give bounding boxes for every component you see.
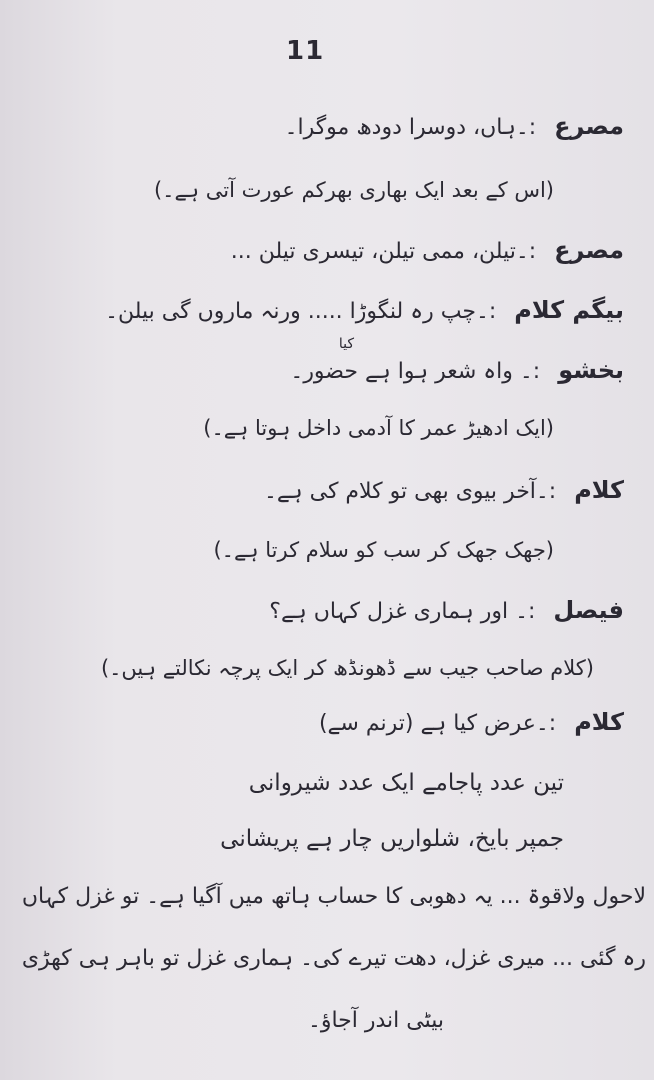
verse-text: جمپر بایخ، شلواریں چار ہے پریشانی: [220, 826, 564, 852]
dialogue-line-5: [264, 476, 624, 505]
stage-direction-1: [154, 178, 554, 203]
prose-line-2: [22, 946, 646, 972]
dialogue-line-4: [290, 356, 624, 385]
speaker-name: فیصل: [553, 596, 624, 624]
prose-line-3: [308, 1008, 444, 1034]
speaker-name: بیگم کلام: [514, 296, 624, 324]
verse-line-2: [220, 826, 564, 854]
stage-direction-text: (اس کے بعد ایک بھاری بھرکم عورت آتی ہے۔): [153, 178, 554, 202]
dialogue-text: :۔تیلن، ممی تیلن، تیسری تیلن ...: [230, 239, 537, 264]
dialogue-text: :۔چپ رہ لنگوڑا ..... ورنہ ماروں گی بیلن۔: [105, 299, 497, 324]
speaker-name: مصرع: [554, 112, 624, 140]
dialogue-line-2: [231, 236, 624, 265]
superscript-word: کیا: [338, 336, 354, 352]
prose-text: لاحول ولاقوۃ ... یہ دھوبی کا حساب ہاتھ میں آگیا ہے۔ تو غزل کہاں: [21, 884, 646, 909]
verse-text: تین عدد پاجامے ایک عدد شیروانی: [248, 770, 564, 796]
speaker-name: مصرع: [554, 236, 624, 264]
stage-direction-4: [101, 656, 594, 681]
dialogue-line-7: [319, 708, 624, 737]
speaker-name: بخشو: [558, 356, 624, 384]
verse-line-1: [249, 770, 564, 798]
dialogue-line-6: [269, 596, 624, 625]
dialogue-line-1: [285, 112, 624, 141]
stage-direction-3: [213, 538, 554, 563]
dialogue-text: :۔آخر بیوی بھی تو کلام کی ہے۔: [263, 479, 557, 504]
stage-direction-text: (کلام صاحب جیب سے ڈھونڈھ کر ایک پرچہ نکالتے ہیں۔): [100, 656, 594, 680]
stage-direction-2: [203, 416, 554, 441]
prose-text: بیٹی اندر آجاؤ۔: [307, 1008, 444, 1033]
prose-text: رہ گئی ... میری غزل، دھت تیرے کی۔ ہماری غزل تو باہر ہی کھڑی: [21, 946, 646, 971]
stage-direction-text: (جھک جھک کر سب کو سلام کرتا ہے۔): [213, 538, 554, 562]
stage-direction-text: (ایک ادھیڑ عمر کا آدمی داخل ہوتا ہے۔): [203, 416, 554, 440]
dialogue-line-3: [105, 296, 624, 325]
prose-line-1: [22, 884, 646, 910]
dialogue-text: :۔ہاں، دوسرا دودھ موگرا۔: [284, 115, 537, 140]
speaker-name: کلام: [574, 708, 624, 736]
dialogue-text: :۔ واہ شعر ہوا ہے حضور۔: [290, 359, 541, 384]
speaker-name: کلام: [574, 476, 624, 504]
page-number: 11: [286, 36, 325, 66]
dialogue-text: :۔ اور ہماری غزل کہاں ہے؟: [269, 599, 536, 624]
dialogue-text: :۔عرض کیا ہے (ترنم سے): [318, 711, 557, 736]
